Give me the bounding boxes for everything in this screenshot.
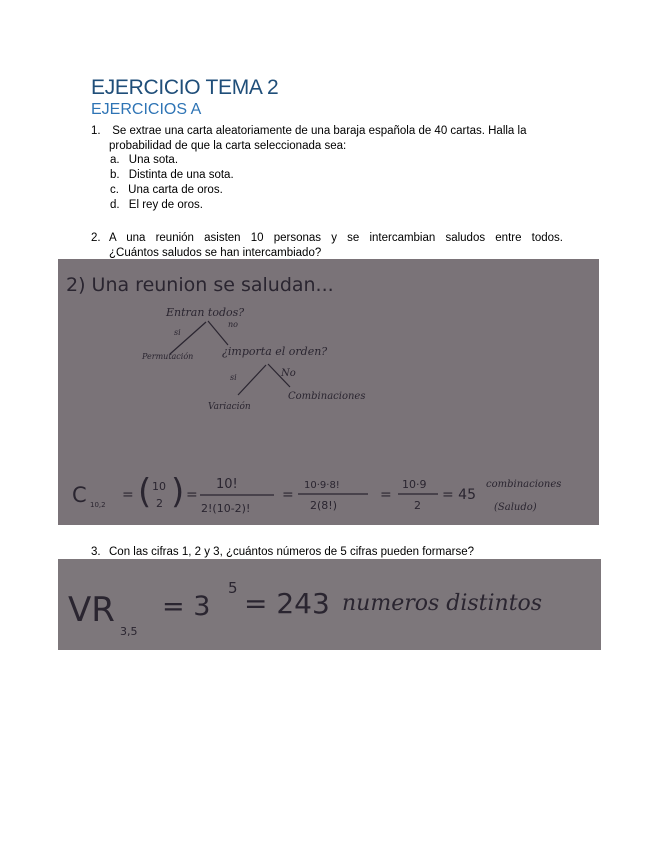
option-a-text: Una sota.	[128, 154, 179, 166]
option-a	[110, 153, 178, 168]
hw-paren-left: (	[138, 472, 152, 512]
hw-frac2-den: 2(8!)	[310, 499, 337, 512]
hw-result-note: (Saludo)	[494, 502, 537, 513]
option-b-letter: b.	[110, 169, 120, 181]
hw-equals-0: =	[122, 487, 134, 503]
hw-c-sub: 10,2	[90, 501, 106, 509]
hw-binom-top: 10	[152, 480, 166, 493]
option-c-text: Una carta de oros.	[128, 184, 223, 196]
question-3-text: Con las cifras 1, 2 y 3, ¿cuántos números de 5 cifras pueden formarse?	[109, 546, 474, 558]
option-c	[110, 183, 223, 198]
question-2-line1: A una reunión asisten 10 personas y se intercambian saludos entre todos.	[109, 232, 563, 244]
hw-si-2: si	[230, 373, 237, 382]
hw-power-base: = 3	[162, 591, 211, 622]
hw-binom-bottom: 2	[156, 497, 163, 510]
hw-frac3-den: 2	[414, 499, 421, 512]
question-3-number: 3.	[91, 546, 101, 558]
hw-equals-2: =	[282, 487, 294, 503]
question-1-text	[109, 124, 575, 154]
hw-equals-3: =	[380, 487, 392, 503]
option-d-text: El rey de oros.	[128, 199, 203, 211]
hw-importa-orden: ¿importa el orden?	[222, 345, 328, 358]
question-1-text-content: Se extrae una carta aleatoriamente de una baraja española de 40 cartas. Halla la probabilidad de que la carta seleccionada sea:	[109, 125, 527, 152]
hw-variacion: Variación	[208, 402, 251, 412]
hw-vr: VR	[68, 590, 115, 630]
option-b	[110, 168, 234, 183]
hw-no-1: no	[228, 320, 238, 329]
question-1-number: 1.	[91, 125, 101, 137]
option-d	[110, 198, 203, 213]
hw-power-exp: 5	[228, 579, 238, 597]
hw-branch-si-2	[238, 365, 266, 395]
hw-frac1-den: 2!(10-2)!	[201, 502, 251, 515]
hw-result: = 45	[442, 487, 476, 503]
hw-frac3-num: 10·9	[402, 478, 427, 491]
handwriting-svg-1	[58, 259, 599, 525]
hw-combinaciones: Combinaciones	[288, 391, 366, 402]
question-3	[91, 545, 571, 560]
hw-equals-1: =	[186, 487, 198, 503]
hw-no-2: No	[281, 368, 296, 379]
hw-vr-sub: 3,5	[120, 625, 138, 638]
question-2	[91, 231, 563, 261]
hw-paren-right: )	[171, 472, 185, 512]
option-d-letter: d.	[110, 199, 120, 211]
handwriting-svg-2	[58, 559, 601, 650]
hw-branch-no-1	[208, 321, 228, 345]
hw-branch-si-1	[170, 322, 206, 354]
hw-si-1: si	[174, 328, 181, 337]
page-subtitle: EJERCICIOS A	[91, 101, 202, 118]
option-a-letter: a.	[110, 154, 120, 166]
hw-frac1-num: 10!	[216, 477, 238, 492]
option-c-letter: c.	[110, 184, 119, 196]
question-2-number: 2.	[91, 232, 101, 244]
question-1	[91, 124, 575, 154]
hw-frac2-num: 10·9·8!	[304, 480, 340, 491]
hw-permutacion: Permutación	[142, 352, 194, 361]
hw-result-unit: combinaciones	[486, 479, 562, 490]
page-title: EJERCICIO TEMA 2	[91, 76, 279, 99]
hw-numeros-distintos: numeros distintos	[342, 591, 543, 616]
handwritten-solution-photo-1	[58, 259, 599, 525]
hw-c-label: C	[72, 483, 87, 507]
option-b-text: Distinta de una sota.	[128, 169, 234, 181]
hw-heading: 2) Una reunion se saludan...	[66, 274, 334, 296]
hw-243: = 243	[244, 587, 330, 620]
question-2-line2: ¿Cuántos saludos se han intercambiado?	[109, 247, 322, 259]
hw-entran-todos: Entran todos?	[166, 306, 245, 319]
handwritten-solution-photo-2	[58, 559, 601, 650]
